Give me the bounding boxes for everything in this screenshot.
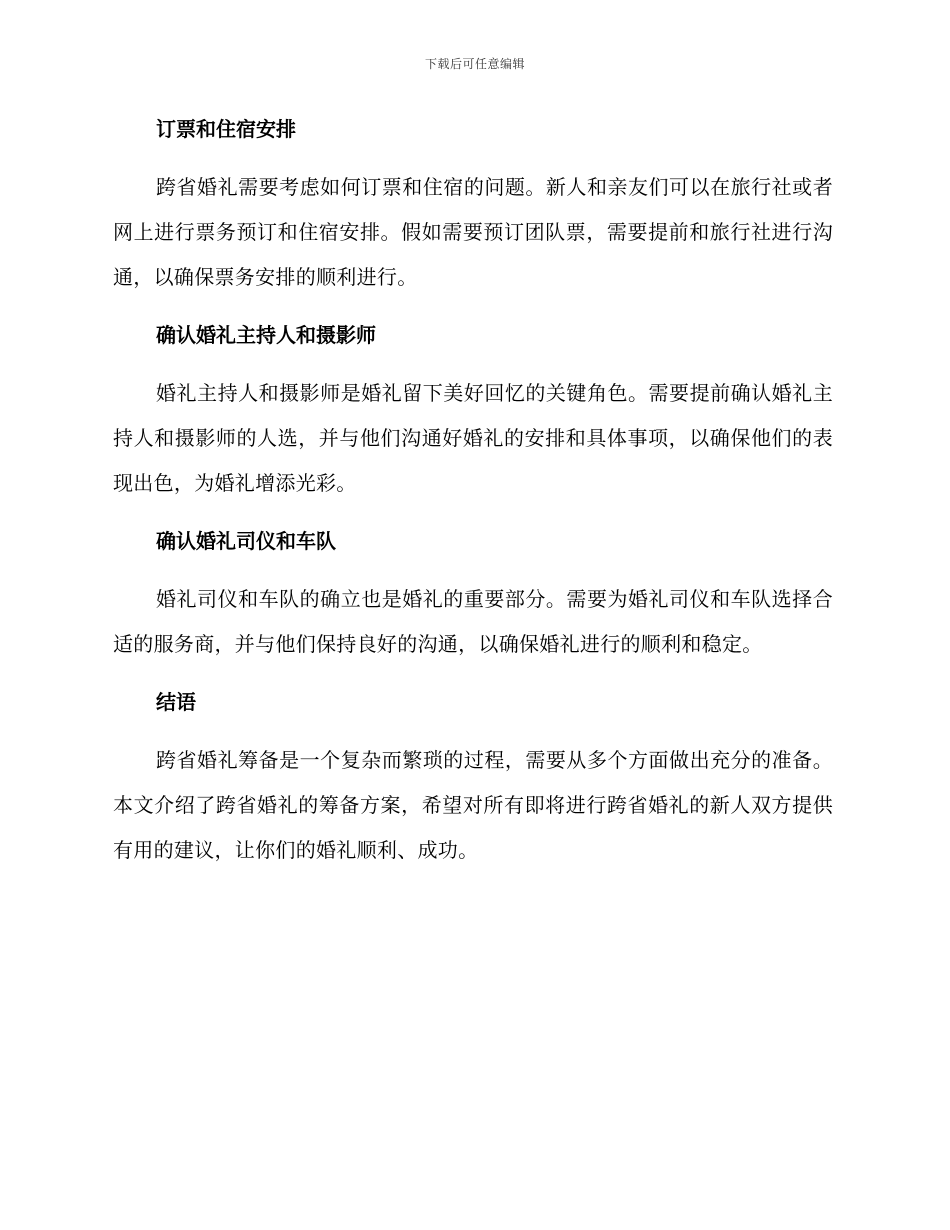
section-paragraph: 婚礼主持人和摄影师是婚礼留下美好回忆的关键角色。需要提前确认婚礼主持人和摄影师的人选，并与他们沟通好婚礼的安排和具体事项，以确保他们的表现出色，为婚礼增添光彩。: [113, 381, 833, 495]
section-heading: 确认婚礼主持人和摄影师: [156, 323, 376, 347]
section-paragraph: 跨省婚礼需要考虑如何订票和住宿的问题。新人和亲友们可以在旅行社或者网上进行票务预订和住宿安排。假如需要预订团队票，需要提前和旅行社进行沟通，以确保票务安排的顺利进行。: [113, 175, 833, 289]
section-heading: 确认婚礼司仪和车队: [156, 529, 336, 553]
header-note: 下载后可任意编辑: [424, 57, 525, 71]
document-body: [113, 108, 833, 887]
section-mc-motorcade: [113, 520, 833, 667]
section-heading: 订票和住宿安排: [156, 117, 296, 141]
section-paragraph: 跨省婚礼筹备是一个复杂而繁琐的过程，需要从多个方面做出充分的准备。本文介绍了跨省婚礼的筹备方案，希望对所有即将进行跨省婚礼的新人双方提供有用的建议，让你们的婚礼顺利、成功。: [113, 748, 833, 862]
section-host-photographer: [113, 314, 833, 506]
section-heading: 结语: [156, 690, 196, 714]
section-paragraph: 婚礼司仪和车队的确立也是婚礼的重要部分。需要为婚礼司仪和车队选择合适的服务商，并与他们保持良好的沟通，以确保婚礼进行的顺利和稳定。: [113, 587, 833, 656]
section-conclusion: [113, 681, 833, 873]
section-ticketing-accommodation: [113, 108, 833, 300]
